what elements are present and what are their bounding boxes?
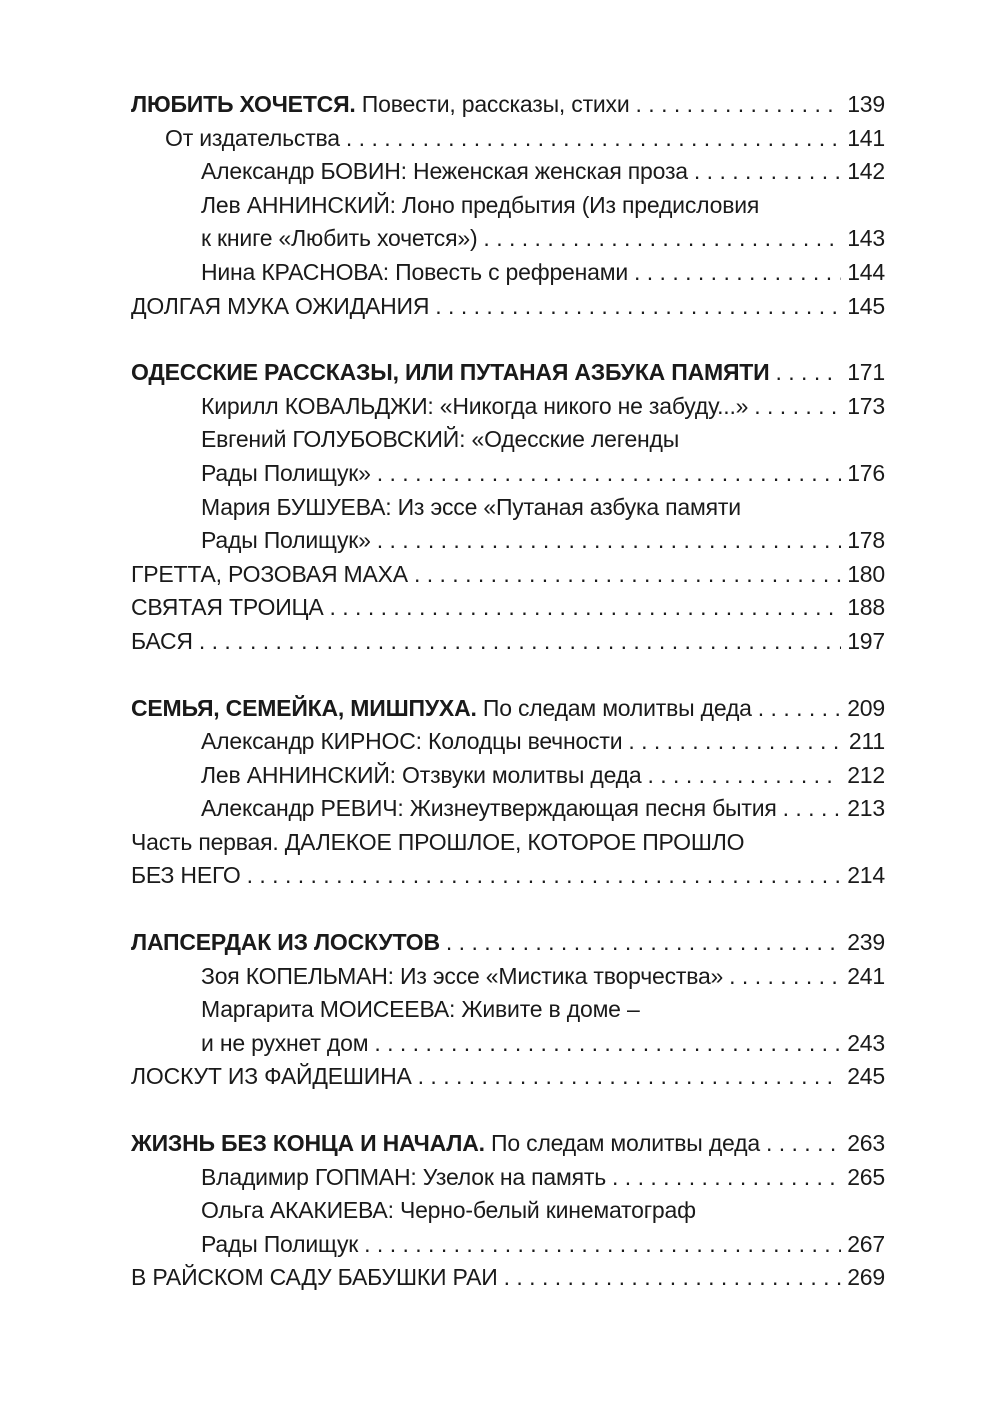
toc-entry bbox=[131, 759, 885, 793]
entry-text: Евгений ГОЛУБОВСКИЙ: «Одесские легенды bbox=[201, 426, 680, 453]
leader-dots bbox=[435, 290, 841, 324]
entry-text: ГРЕТТА, РОЗОВАЯ МАХА bbox=[131, 560, 408, 587]
entry-text: Лев АННИНСКИЙ: Отзвуки молитвы деда bbox=[201, 761, 642, 788]
toc-entry bbox=[131, 491, 885, 525]
toc-entry bbox=[131, 591, 885, 625]
leader-dots bbox=[483, 222, 841, 256]
toc-entry bbox=[131, 725, 885, 759]
entry-text: Александр КИРНОС: Колодцы вечности bbox=[201, 728, 623, 755]
entry-text: БЕЗ НЕГО bbox=[131, 862, 241, 889]
page-number: 213 bbox=[847, 795, 885, 822]
leader-dots bbox=[418, 1060, 842, 1094]
toc-entry bbox=[131, 1261, 885, 1295]
leader-dots bbox=[612, 1161, 841, 1195]
entry-text: Ольга АКАКИЕВА: Черно-белый кинематограф bbox=[201, 1197, 696, 1224]
toc-entry bbox=[131, 457, 885, 491]
page-number: 211 bbox=[848, 728, 885, 755]
toc-entry bbox=[131, 859, 885, 893]
toc-entry bbox=[131, 1027, 885, 1061]
page-number: 197 bbox=[847, 627, 885, 654]
entry-text: БАСЯ bbox=[131, 627, 193, 654]
page-number: 188 bbox=[847, 594, 885, 621]
entry-text: Часть первая. ДАЛЕКОЕ ПРОШЛОЕ, КОТОРОЕ ПРОШЛО bbox=[131, 828, 745, 855]
leader-dots bbox=[783, 792, 842, 826]
page-number: 241 bbox=[847, 962, 885, 989]
page-number: 214 bbox=[847, 862, 885, 889]
page-number: 142 bbox=[847, 158, 885, 185]
leader-dots bbox=[634, 256, 841, 290]
entry-text: Лев АННИНСКИЙ: Лоно предбытия (Из предисловия bbox=[201, 191, 760, 218]
toc-entry bbox=[131, 122, 885, 156]
page-number: 139 bbox=[847, 91, 885, 117]
toc-entry bbox=[131, 1161, 885, 1195]
leader-dots bbox=[766, 1127, 841, 1161]
entry-text: Зоя КОПЕЛЬМАН: Из эссе «Мистика творчества» bbox=[201, 962, 724, 989]
leader-dots bbox=[758, 692, 841, 726]
entry-title: СЕМЬЯ, СЕМЕЙКА, МИШПУХА. bbox=[131, 694, 477, 721]
toc-entry bbox=[131, 692, 885, 726]
entry-text: От издательства bbox=[165, 124, 340, 151]
page-number: 265 bbox=[847, 1163, 885, 1190]
entry-text: и не рухнет дом bbox=[201, 1029, 369, 1056]
entry-text: Александр РЕВИЧ: Жизнеутверждающая песня бытия bbox=[201, 795, 777, 822]
entry-title: ОДЕССКИЕ РАССКАЗЫ, ИЛИ ПУТАНАЯ АЗБУКА ПАМЯТИ bbox=[131, 359, 770, 386]
leader-dots bbox=[414, 558, 841, 592]
table-of-contents bbox=[131, 88, 885, 1295]
toc-entry bbox=[131, 1060, 885, 1094]
leader-dots bbox=[446, 926, 841, 960]
page-number: 212 bbox=[847, 761, 885, 788]
page-number: 178 bbox=[847, 527, 885, 554]
toc-entry bbox=[131, 558, 885, 592]
leader-dots bbox=[504, 1261, 842, 1295]
entry-subtitle: Повести, рассказы, стихи bbox=[355, 91, 630, 117]
toc-entry bbox=[131, 1127, 885, 1161]
leader-dots bbox=[729, 960, 841, 994]
toc-entry bbox=[131, 155, 885, 189]
entry-text: В РАЙСКОМ САДУ БАБУШКИ РАИ bbox=[131, 1264, 498, 1291]
toc-entry bbox=[131, 356, 885, 390]
toc-entry bbox=[131, 993, 885, 1027]
toc-entry bbox=[131, 926, 885, 960]
page-number: 239 bbox=[847, 929, 885, 956]
page-number: 171 bbox=[847, 359, 885, 386]
entry-text: Рады Полищук» bbox=[201, 527, 371, 554]
page-number: 143 bbox=[847, 225, 885, 252]
toc-entry bbox=[131, 826, 885, 860]
entry-text: Александр БОВИН: Неженская женская проза bbox=[201, 158, 688, 185]
entry-title: ЖИЗНЬ БЕЗ КОНЦА И НАЧАЛА. bbox=[131, 1130, 485, 1157]
toc-entry bbox=[131, 524, 885, 558]
leader-dots bbox=[374, 1027, 841, 1061]
toc-entry bbox=[131, 256, 885, 290]
toc-entry bbox=[131, 792, 885, 826]
entry-text: к книге «Любить хочется») bbox=[201, 225, 478, 252]
leader-dots bbox=[694, 155, 841, 189]
page-number: 176 bbox=[847, 459, 885, 486]
toc-entry bbox=[131, 290, 885, 324]
leader-dots bbox=[247, 859, 842, 893]
entry-text: Маргарита МОИСЕЕВА: Живите в доме – bbox=[201, 996, 640, 1023]
entry-text: Мария БУШУЕВА: Из эссе «Путаная азбука памяти bbox=[201, 493, 741, 520]
entry-title: ЛАПСЕРДАК ИЗ ЛОСКУТОВ bbox=[131, 929, 440, 956]
leader-dots bbox=[754, 390, 841, 424]
toc-entry bbox=[131, 390, 885, 424]
entry-text: Рады Полищук» bbox=[201, 459, 371, 486]
toc-entry bbox=[131, 88, 885, 122]
leader-dots bbox=[346, 122, 841, 156]
leader-dots bbox=[377, 457, 841, 491]
leader-dots bbox=[199, 625, 841, 659]
leader-dots bbox=[330, 591, 842, 625]
page-number: 243 bbox=[847, 1029, 885, 1056]
entry-text: Кирилл КОВАЛЬДЖИ: «Никогда никого не забуду...» bbox=[201, 392, 749, 419]
leader-dots bbox=[364, 1228, 841, 1262]
entry-text: ДОЛГАЯ МУКА ОЖИДАНИЯ bbox=[131, 292, 430, 319]
page-number: 141 bbox=[847, 124, 885, 151]
entry-subtitle: По следам молитвы деда bbox=[476, 694, 752, 721]
toc-entry bbox=[131, 1194, 885, 1228]
entry-text: СВЯТАЯ ТРОИЦА bbox=[131, 594, 324, 621]
toc-entry bbox=[131, 1228, 885, 1262]
page-number: 144 bbox=[847, 258, 885, 285]
entry-text: Нина КРАСНОВА: Повесть с рефренами bbox=[201, 258, 628, 285]
page-number: 245 bbox=[847, 1063, 885, 1090]
toc-entry bbox=[131, 423, 885, 457]
page-number: 209 bbox=[847, 694, 885, 721]
toc-entry bbox=[131, 222, 885, 256]
toc-entry bbox=[131, 189, 885, 223]
page-number: 269 bbox=[847, 1264, 885, 1291]
page-number: 145 bbox=[847, 292, 885, 319]
page-number: 263 bbox=[847, 1130, 885, 1157]
entry-subtitle: По следам молитвы деда bbox=[484, 1130, 760, 1157]
leader-dots bbox=[648, 759, 842, 793]
toc-entry bbox=[131, 960, 885, 994]
entry-text: Рады Полищук bbox=[201, 1230, 359, 1257]
leader-dots bbox=[377, 524, 841, 558]
entry-text: ЛОСКУТ ИЗ ФАЙДЕШИНА bbox=[131, 1063, 412, 1090]
leader-dots bbox=[628, 725, 843, 759]
toc-entry bbox=[131, 625, 885, 659]
leader-dots bbox=[636, 88, 842, 122]
entry-text: Владимир ГОПМАН: Узелок на память bbox=[201, 1163, 607, 1190]
page-number: 267 bbox=[847, 1230, 885, 1257]
page-number: 173 bbox=[847, 392, 885, 419]
leader-dots bbox=[775, 356, 841, 390]
entry-title: ЛЮБИТЬ ХОЧЕТСЯ. bbox=[131, 91, 356, 117]
page-number: 180 bbox=[847, 560, 885, 587]
